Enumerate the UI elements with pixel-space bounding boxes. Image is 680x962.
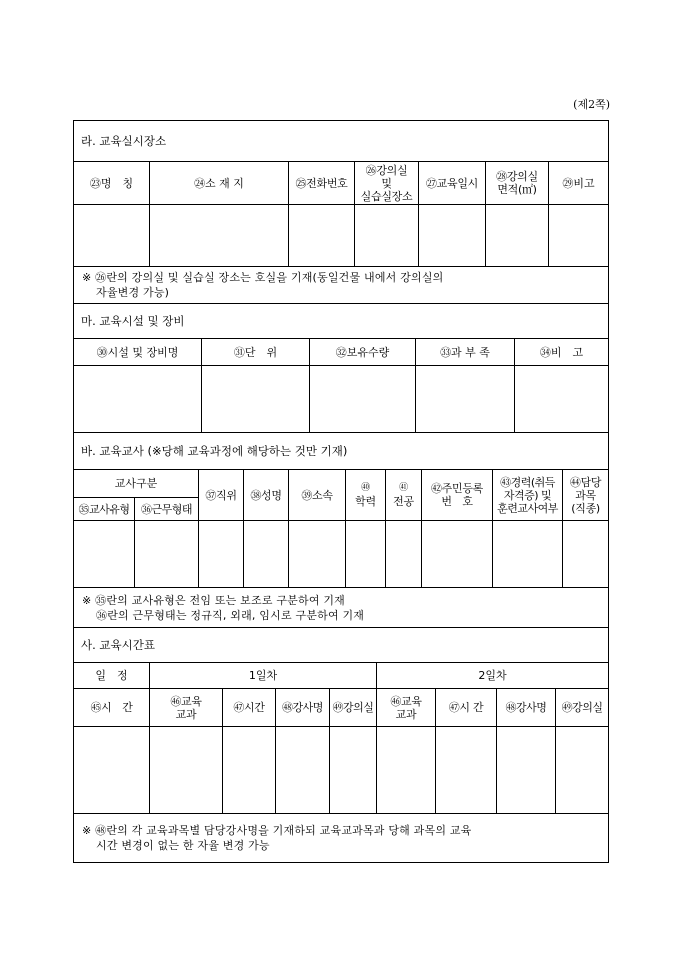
header-course-day1 [150, 689, 223, 727]
section-ba-note-line1: ※ ㉟란의 교사유형은 전임 또는 보조로 구분하여 기재 [82, 593, 346, 607]
header-career-line1: ㊸경력(취득 [500, 475, 555, 489]
section-sa-title: 사. 교육시간표 [74, 628, 609, 663]
header-phone: ㉕전화번호 [289, 162, 355, 205]
cell-major[interactable] [386, 521, 422, 588]
cell-course-day2[interactable] [377, 727, 436, 814]
header-area-line2: 면적(㎡) [497, 183, 537, 196]
section-ra-table [73, 120, 609, 304]
header-name: ㊳성명 [244, 470, 289, 521]
cell-unit[interactable] [202, 366, 310, 433]
header-subject [563, 470, 609, 521]
cell-instructor-day2[interactable] [497, 727, 556, 814]
cell-hour-day2[interactable] [436, 727, 497, 814]
header-affiliation: ㊴소속 [289, 470, 346, 521]
section-ra-title: 라. 교육실시장소 [74, 121, 609, 162]
section-sa-note-line2: 시간 변경이 없는 한 자율 변경 가능 [96, 839, 270, 852]
section-ba-note [74, 588, 609, 628]
cell-teacher-type[interactable] [74, 521, 135, 588]
cell-name[interactable] [74, 205, 150, 267]
header-subject-line3: (직종) [571, 501, 600, 515]
header-quantity: ㉜보유수량 [310, 339, 416, 366]
cell-equipment[interactable] [74, 366, 202, 433]
section-ba-table [73, 432, 609, 628]
cell-remarks[interactable] [515, 366, 609, 433]
header-location: ㉔소 재 지 [150, 162, 289, 205]
header-name: ㉓명 칭 [74, 162, 150, 205]
header-day1: 1일차 [150, 663, 377, 689]
section-sa-table [73, 627, 609, 863]
cell-datetime[interactable] [419, 205, 486, 267]
cell-quantity[interactable] [310, 366, 416, 433]
header-subject-line2: 과목 [575, 488, 596, 502]
header-remarks: ㉙비고 [549, 162, 609, 205]
header-classroom-line3: 실습실장소 [360, 189, 413, 203]
cell-location[interactable] [150, 205, 289, 267]
header-career [493, 470, 563, 521]
section-ma-table [73, 303, 609, 433]
cell-course-day1[interactable] [150, 727, 223, 814]
section-ra-note [74, 267, 609, 304]
header-hour-day2: ㊼시 간 [436, 689, 497, 727]
cell-name[interactable] [244, 521, 289, 588]
cell-room-day2[interactable] [556, 727, 609, 814]
header-career-line3: 훈련교사여부 [497, 501, 558, 515]
cell-area[interactable] [486, 205, 549, 267]
header-remarks: ㉞비 고 [515, 339, 609, 366]
section-sa-note [74, 814, 609, 863]
cell-work-type[interactable] [135, 521, 199, 588]
header-course-day2 [377, 689, 436, 727]
section-sa-note-line1: ※ ㊽란의 각 교육과목별 담당강사명을 기재하되 교육교과목과 당해 과목의 교육 [82, 824, 472, 837]
cell-time[interactable] [74, 727, 150, 814]
header-surplus: ㉝과 부 족 [416, 339, 515, 366]
header-resident-id [422, 470, 493, 521]
cell-education[interactable] [346, 521, 386, 588]
header-room-day2: ㊾강의실 [556, 689, 609, 727]
header-career-line2: 자격증) 및 [503, 488, 552, 502]
header-datetime: ㉗교육일시 [419, 162, 486, 205]
header-schedule: 일 정 [74, 663, 150, 689]
cell-classroom[interactable] [355, 205, 419, 267]
header-resident-id-line1: ㊷주민등록 [430, 482, 483, 495]
cell-position[interactable] [199, 521, 244, 588]
header-education-num: ㊵ [361, 483, 370, 493]
cell-affiliation[interactable] [289, 521, 346, 588]
header-teacher-group: 교사구분 [74, 470, 199, 498]
section-ba-title: 바. 교육교사 (※당해 교육과정에 해당하는 것만 기재) [74, 433, 609, 470]
header-major-label: 전공 [393, 495, 414, 508]
header-instructor-day1: ㊽강사명 [276, 689, 330, 727]
cell-hour-day1[interactable] [223, 727, 276, 814]
header-classroom-line1: ㉖강의실 [365, 163, 408, 177]
header-classroom [355, 162, 419, 205]
header-subject-line1: ㊹담당 [569, 475, 602, 489]
header-time: ㊺시 간 [74, 689, 150, 727]
header-education [346, 470, 386, 521]
cell-remarks[interactable] [549, 205, 609, 267]
section-ba-note-line2: ㊱란의 근무형태는 정규직, 외래, 임시로 구분하여 기재 [96, 608, 365, 622]
header-area [486, 162, 549, 205]
header-position: ㊲직위 [199, 470, 244, 521]
header-major-num: ㊶ [399, 483, 408, 493]
header-instructor-day2: ㊽강사명 [497, 689, 556, 727]
section-ma-title: 마. 교육시설 및 장비 [74, 304, 609, 339]
cell-room-day1[interactable] [330, 727, 377, 814]
section-ra-note-line2: 자율변경 가능) [96, 286, 170, 299]
cell-subject[interactable] [563, 521, 609, 588]
header-course-day1-line1: ㊻교육 [170, 694, 202, 708]
header-unit: ㉛단 위 [202, 339, 310, 366]
cell-career[interactable] [493, 521, 563, 588]
header-education-label: 학력 [355, 495, 376, 508]
header-equipment: ㉚시설 및 장비명 [74, 339, 202, 366]
header-room-day1: ㊾강의실 [330, 689, 377, 727]
header-classroom-line2: 및 [381, 176, 392, 190]
cell-surplus[interactable] [416, 366, 515, 433]
cell-resident-id[interactable] [422, 521, 493, 588]
header-course-day2-line2: 교과 [395, 707, 417, 721]
header-day2: 2일차 [377, 663, 609, 689]
header-work-type: ㊱근무형태 [135, 498, 199, 521]
cell-phone[interactable] [289, 205, 355, 267]
section-ra-note-line1: ※ ㉖란의 강의실 및 실습실 장소는 호실을 기재(동일건물 내에서 강의실의 [82, 271, 444, 284]
header-hour-day1: ㊼시간 [223, 689, 276, 727]
header-resident-id-line2: 번 호 [441, 495, 473, 508]
header-teacher-type: ㉟교사유형 [74, 498, 135, 521]
header-course-day1-line2: 교과 [175, 707, 197, 721]
header-major [386, 470, 422, 521]
cell-instructor-day1[interactable] [276, 727, 330, 814]
page-number: (제2쪽) [573, 98, 610, 111]
header-area-line1: ㉘강의실 [496, 170, 538, 183]
header-course-day2-line1: ㊻교육 [390, 694, 422, 708]
